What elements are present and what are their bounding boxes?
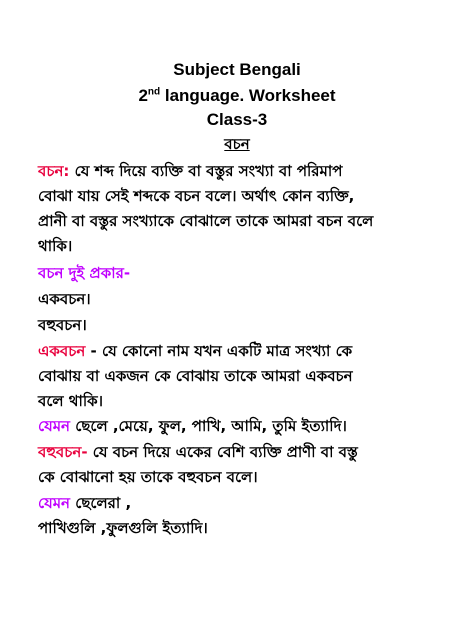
topic-heading (0, 133, 474, 158)
example-label-1: যেমন (38, 417, 71, 435)
grade-line (0, 86, 474, 106)
subject-title: Subject Bengali (173, 60, 301, 79)
singular-text-1: - যে কোনো নাম যখন একটি মাত্র সংখ্যা কে (85, 342, 353, 360)
plural-example-2: পাখিগুলি ,ফুলগুলি ইত্যাদি। (38, 519, 208, 537)
types-heading: বচন দুই প্রকার- (38, 264, 131, 282)
example-text-2: ছেলেরা , (70, 494, 132, 512)
definition-line-4: থাকি। (38, 237, 73, 255)
grade-suffix: language. Worksheet (160, 86, 336, 105)
grade-superscript: nd (147, 86, 161, 98)
singular-line-3: বলে থাকি। (38, 392, 103, 410)
definition-line-1 (38, 160, 458, 185)
class-title: Class-3 (206, 110, 268, 129)
grade-number: 2 (138, 86, 148, 105)
topic-text: বচন (224, 135, 250, 153)
definition-line-3: প্রানী বা বস্তুর সংখ্যাকে বোঝালে তাকে আমরা বচন বলে (38, 212, 374, 230)
singular-example (38, 415, 458, 440)
example-label-2: যেমন (38, 494, 71, 512)
plural-line-1 (38, 441, 458, 466)
singular-line-2: বোঝায় বা একজন কে বোঝায় তাকে আমরা একবচন (38, 367, 353, 385)
plural-label: বহুবচন- (38, 443, 88, 461)
plural-line-2: কে বোঝানো হয় তাকে বহুবচন বলে। (38, 468, 258, 486)
singular-label: একবচন (38, 342, 86, 360)
singular-line-1 (38, 340, 458, 365)
type-plural: বহুবচন। (38, 316, 87, 334)
example-text-1: ছেলে ,মেয়ে, ফুল, পাখি, আমি, তুমি ইত্যাদি। (70, 417, 347, 435)
plural-text-1: যে বচন দিয়ে একের বেশি ব্যক্তি প্রাণী বা বস্তু (87, 443, 358, 461)
plural-example-1 (38, 492, 458, 517)
definition-text-1: যে শব্দ দিয়ে ব্যক্তি বা বস্তুর সংখ্যা বা পরিমাপ (69, 162, 343, 180)
definition-label: বচন: (38, 162, 70, 180)
type-singular: একবচন। (38, 290, 91, 308)
definition-line-2: বোঝা যায় সেই শব্দকে বচন বলে। অর্থাৎ কোন ব্যক্তি, (38, 187, 355, 205)
